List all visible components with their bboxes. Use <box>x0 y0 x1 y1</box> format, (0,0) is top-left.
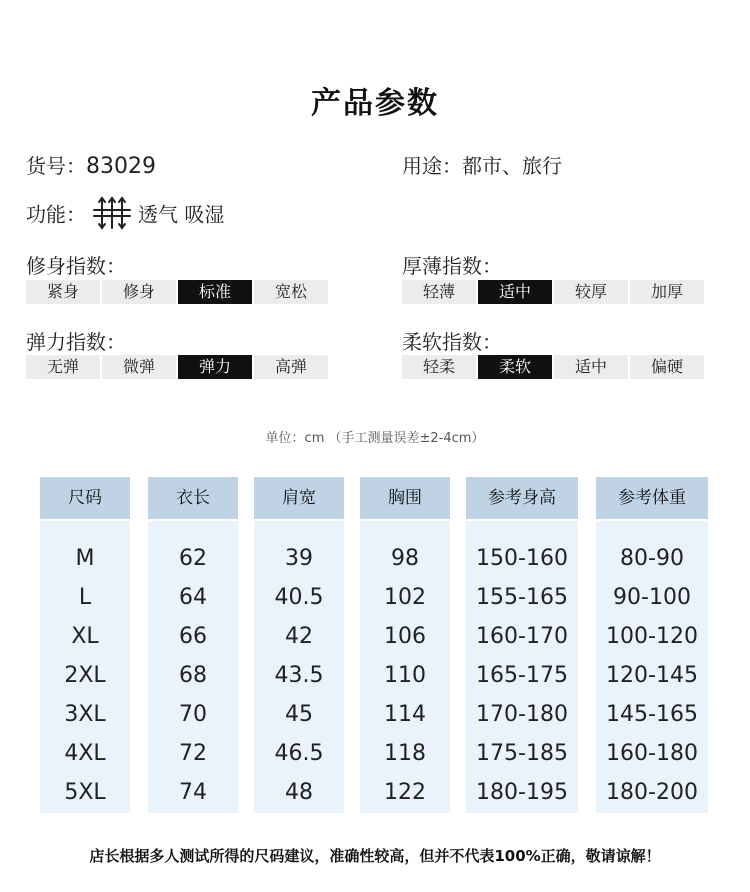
size-table-cell: 155-165 <box>476 585 568 610</box>
size-table-cell: 165-175 <box>476 663 568 688</box>
function-label: 功能： <box>26 202 86 227</box>
size-table-cell: 4XL <box>64 741 106 766</box>
usage-value: 都市、旅行 <box>462 154 562 178</box>
size-table-cell: 90-100 <box>613 585 691 610</box>
size-table-column-shoulder <box>254 477 344 813</box>
size-table-column-body <box>360 521 450 813</box>
size-table-cell: 39 <box>285 546 313 571</box>
size-table-cell: 74 <box>179 780 207 805</box>
size-table-cell: 5XL <box>64 780 106 805</box>
size-table-column-body <box>148 521 238 813</box>
fit-option: 修身 <box>102 280 176 304</box>
size-table-header: 参考身高 <box>466 477 578 519</box>
size-table-cell: 42 <box>285 624 313 649</box>
elasticity-option: 高弹 <box>254 355 328 379</box>
elasticity-index-scale <box>26 355 328 379</box>
page-title: 产品参数 <box>311 86 439 121</box>
size-table-cell: 72 <box>179 741 207 766</box>
function-value: 透气 吸湿 <box>138 202 225 227</box>
size-table-column-body <box>466 521 578 813</box>
function <box>26 196 224 230</box>
usage <box>402 150 562 179</box>
size-table-cell: 40.5 <box>274 585 324 610</box>
footer-note: 店长根据多人测试所得的尺码建议，准确性较高，但并不代表100%正确，敬请谅解！ <box>89 847 661 865</box>
size-table-header: 肩宽 <box>254 477 344 519</box>
size-table-cell: 80-90 <box>620 546 684 571</box>
size-table-column-chest <box>360 477 450 813</box>
size-table-column-weight <box>596 477 708 813</box>
thickness-option: 加厚 <box>630 280 704 304</box>
size-table-cell: 120-145 <box>606 663 698 688</box>
thickness-option: 轻薄 <box>402 280 476 304</box>
fit-index-scale <box>26 280 328 304</box>
size-table-cell: 2XL <box>64 663 106 688</box>
unit-note: 单位：cm （手工测量误差±2-4cm） <box>265 431 485 446</box>
item-number-value: 83029 <box>86 154 156 179</box>
size-table-column-body <box>254 521 344 813</box>
size-table-cell: 114 <box>384 702 426 727</box>
size-table-header: 参考体重 <box>596 477 708 519</box>
thickness-option: 较厚 <box>554 280 628 304</box>
thickness-index-label: 厚薄指数： <box>402 254 502 278</box>
size-table-cell: 46.5 <box>274 741 324 766</box>
size-table-cell: XL <box>71 624 99 649</box>
size-table-cell: 150-160 <box>476 546 568 571</box>
size-table-column-size <box>40 477 130 813</box>
size-table-header: 衣长 <box>148 477 238 519</box>
size-table-cell: 68 <box>179 663 207 688</box>
softness-index-scale <box>402 355 704 379</box>
thickness-index-scale <box>402 280 704 304</box>
size-table-cell: 100-120 <box>606 624 698 649</box>
size-table-cell: 180-200 <box>606 780 698 805</box>
elasticity-index-label: 弹力指数： <box>26 330 126 354</box>
elasticity-option-selected: 弹力 <box>178 355 252 379</box>
size-table-column-body <box>596 521 708 813</box>
size-table-cell: 70 <box>179 702 207 727</box>
size-table-cell: 180-195 <box>476 780 568 805</box>
size-table-cell: 64 <box>179 585 207 610</box>
size-table-header: 尺码 <box>40 477 130 519</box>
thickness-option-selected: 适中 <box>478 280 552 304</box>
fit-option-selected: 标准 <box>178 280 252 304</box>
elasticity-option: 微弹 <box>102 355 176 379</box>
usage-label: 用途： <box>402 154 462 178</box>
fit-option: 宽松 <box>254 280 328 304</box>
size-table-cell: 3XL <box>64 702 106 727</box>
fit-option: 紧身 <box>26 280 100 304</box>
size-table-header: 胸围 <box>360 477 450 519</box>
softness-index-label: 柔软指数： <box>402 330 502 354</box>
softness-option: 适中 <box>554 355 628 379</box>
size-table-cell: M <box>75 546 95 571</box>
item-number-label: 货号： <box>26 154 86 178</box>
size-table-cell: 122 <box>384 780 426 805</box>
size-table-cell: 106 <box>384 624 426 649</box>
size-table-cell: L <box>78 585 92 610</box>
size-table-cell: 102 <box>384 585 426 610</box>
elasticity-option: 无弹 <box>26 355 100 379</box>
size-table-cell: 43.5 <box>274 663 324 688</box>
size-table-cell: 45 <box>285 702 313 727</box>
size-table-cell: 66 <box>179 624 207 649</box>
breathable-fabric-icon <box>90 196 134 230</box>
size-table-cell: 145-165 <box>606 702 698 727</box>
size-table-cell: 62 <box>179 546 207 571</box>
size-table-cell: 175-185 <box>476 741 568 766</box>
size-table-column-body <box>40 521 130 813</box>
size-table-column-height <box>466 477 578 813</box>
size-table-cell: 110 <box>384 663 426 688</box>
softness-option: 轻柔 <box>402 355 476 379</box>
size-table-cell: 98 <box>391 546 419 571</box>
softness-option-selected: 柔软 <box>478 355 552 379</box>
fit-index-label: 修身指数： <box>26 254 126 278</box>
size-table-cell: 160-180 <box>606 741 698 766</box>
size-table-cell: 170-180 <box>476 702 568 727</box>
size-table-column-length <box>148 477 238 813</box>
item-number <box>26 150 156 179</box>
softness-option: 偏硬 <box>630 355 704 379</box>
size-table-cell: 160-170 <box>476 624 568 649</box>
size-table-cell: 48 <box>285 780 313 805</box>
size-table-cell: 118 <box>384 741 426 766</box>
